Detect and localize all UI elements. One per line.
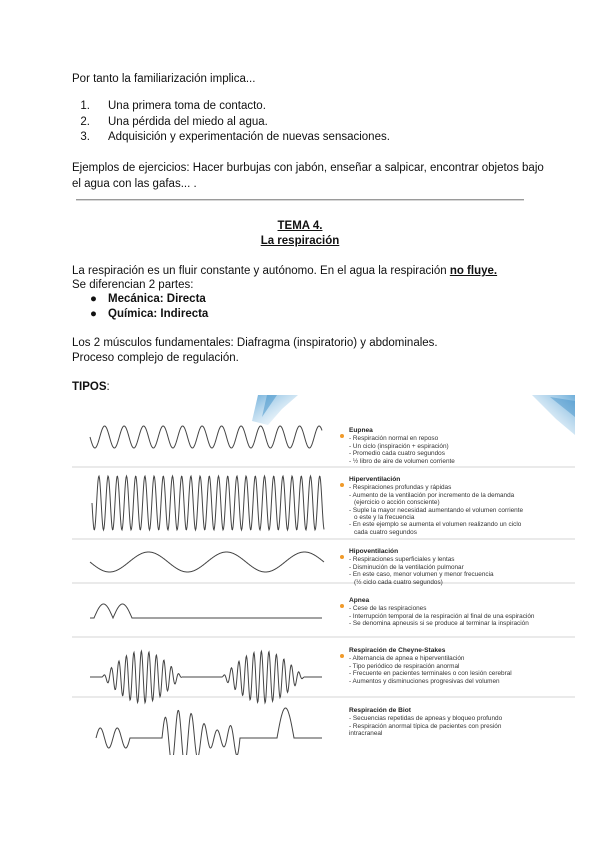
bullet-marker-icon <box>340 434 344 438</box>
list-item <box>72 130 390 146</box>
hipoventilacion-line: - En este caso, menor volumen y menor frecuencia <box>349 571 494 579</box>
bullet-icon: ● <box>90 293 97 305</box>
hiperventilacion-description <box>349 476 523 536</box>
biot-line: - Respiración anormal típica de pacientes con presión <box>349 722 502 730</box>
cheyne-stakes-burst <box>222 651 304 703</box>
hiperventilacion-line: - En este ejemplo se aumenta el volumen realizando un ciclo <box>349 521 522 529</box>
hipoventilacion-waveform <box>90 552 324 572</box>
list-number: 3. <box>80 131 90 143</box>
eupnea-line: - Respiración normal en reposo <box>349 435 439 443</box>
bullet-marker-icon <box>340 654 344 658</box>
apnea-waveform <box>90 604 322 618</box>
list-number: 2. <box>80 115 90 128</box>
part-mecanica: Mecánica: Directa <box>108 293 206 305</box>
hipoventilacion-title: Hipoventilación <box>349 548 399 555</box>
tipos-colon: : <box>106 381 110 393</box>
examples-line-1: Ejemplos de ejercicios: Hacer burbujas con jabón, enseñar a salpicar, encontrar objetos bajo <box>72 162 544 174</box>
hipoventilacion-line: - Disminución de la ventilación pulmonar <box>349 563 464 571</box>
cheyne-stakes-burst <box>102 651 182 703</box>
intro-line: Por tanto la familiarización implica... <box>72 73 256 85</box>
bullet-marker-icon <box>340 555 344 559</box>
hiperventilacion-waveform <box>92 476 324 530</box>
tema-number: TEMA 4. <box>277 220 323 232</box>
eupnea-title: Eupnea <box>349 427 373 434</box>
water-splash-right <box>532 395 575 435</box>
apnea-description <box>349 597 534 628</box>
tipos-label: TIPOS <box>72 381 107 393</box>
water-splash-left <box>252 395 298 425</box>
no-fluye-emphasis: no fluye. <box>449 265 498 277</box>
list-item <box>90 292 208 307</box>
parts-intro: Se diferencian 2 partes: <box>72 279 194 291</box>
list-item-text: Adquisición y experimentación de nuevas sensaciones. <box>108 131 390 143</box>
apnea-line: - Cese de las respiraciones <box>349 605 427 613</box>
list-item-text: Una primera toma de contacto. <box>108 100 266 112</box>
bullet-icon: ● <box>90 308 97 320</box>
apnea-line: - Se denomina apneusis si se produce al terminar la inspiración <box>349 620 529 628</box>
biot-line: - Secuencias repetidas de apneas y bloqueo profundo <box>349 715 503 723</box>
list-item <box>90 307 208 322</box>
tipos-heading <box>72 379 110 395</box>
section-divider <box>76 199 524 200</box>
hipoventilacion-line: (½ ciclo cada cuatro segundos) <box>354 578 443 586</box>
familiarization-list <box>72 99 390 146</box>
hipoventilacion-description <box>349 548 494 586</box>
part-quimica: Química: Indirecta <box>108 308 209 320</box>
list-item <box>72 115 390 131</box>
process-line: Proceso complejo de regulación. <box>72 352 239 364</box>
examples-line-2: el agua con las gafas... . <box>72 178 197 190</box>
cheyne-stakes-line: - Aumentos y disminuciones progresivas del volumen <box>349 677 500 685</box>
hiperventilacion-line: - Suple la mayor necesidad aumentando el volumen corriente <box>349 506 524 514</box>
parts-list <box>90 292 208 322</box>
eupnea-line: - ½ libro de aire de volumen corriente <box>349 457 455 465</box>
cheyne-stakes-description <box>349 647 512 685</box>
cheyne-stakes-line: - Alternancia de apnea e hiperventilación <box>349 655 465 663</box>
eupnea-waveform <box>90 426 322 448</box>
biot-description <box>349 707 502 738</box>
hipoventilacion-line: - Respiraciones superficiales y lentas <box>349 556 455 564</box>
cheyne-stakes-title: Respiración de Cheyne-Stakes <box>349 647 446 654</box>
list-item <box>72 99 390 115</box>
eupnea-line: - Un ciclo (inspiración + espiración) <box>349 442 449 450</box>
biot-waveform <box>96 708 322 755</box>
bullet-marker-icon <box>340 483 344 487</box>
respiration-intro-text: La respiración es un fluir constante y autónomo. En el agua la respiración <box>72 265 450 277</box>
eupnea-line: - Promedio cada cuatro segundos <box>349 450 445 458</box>
eupnea-description <box>349 427 455 465</box>
hiperventilacion-line: - Aumento de la ventilación por incremento de la demanda <box>349 491 515 499</box>
breathing-waveforms <box>72 395 575 755</box>
list-item-text: Una pérdida del miedo al agua. <box>108 115 268 128</box>
biot-line: intracraneal <box>349 730 383 738</box>
biot-title: Respiración de Biot <box>349 707 411 714</box>
hiperventilacion-line: o este y la frecuencia <box>354 514 415 522</box>
cheyne-stakes-line: - Tipo periódico de respiración anormal <box>349 662 460 670</box>
hiperventilacion-line: (ejercicio o acción consciente) <box>354 499 440 507</box>
bullet-marker-icon <box>340 604 344 608</box>
apnea-title: Apnea <box>349 597 370 604</box>
apnea-line: - Interrupción temporal de la respiración al final de una espiración <box>349 612 535 620</box>
breathing-types-figure <box>72 395 575 755</box>
hiperventilacion-title: Hiperventilación <box>349 476 401 483</box>
muscles-line: Los 2 músculos fundamentales: Diafragma (inspiratorio) y abdominales. <box>72 337 438 349</box>
cheyne-stakes-line: - Frecuente en pacientes terminales o con lesión cerebral <box>349 670 512 678</box>
tema-title: La respiración <box>260 235 340 247</box>
hiperventilacion-line: - Respiraciones profundas y rápidas <box>349 484 452 492</box>
list-number: 1. <box>80 100 90 112</box>
hiperventilacion-line: cada cuatro segundos <box>354 528 417 536</box>
